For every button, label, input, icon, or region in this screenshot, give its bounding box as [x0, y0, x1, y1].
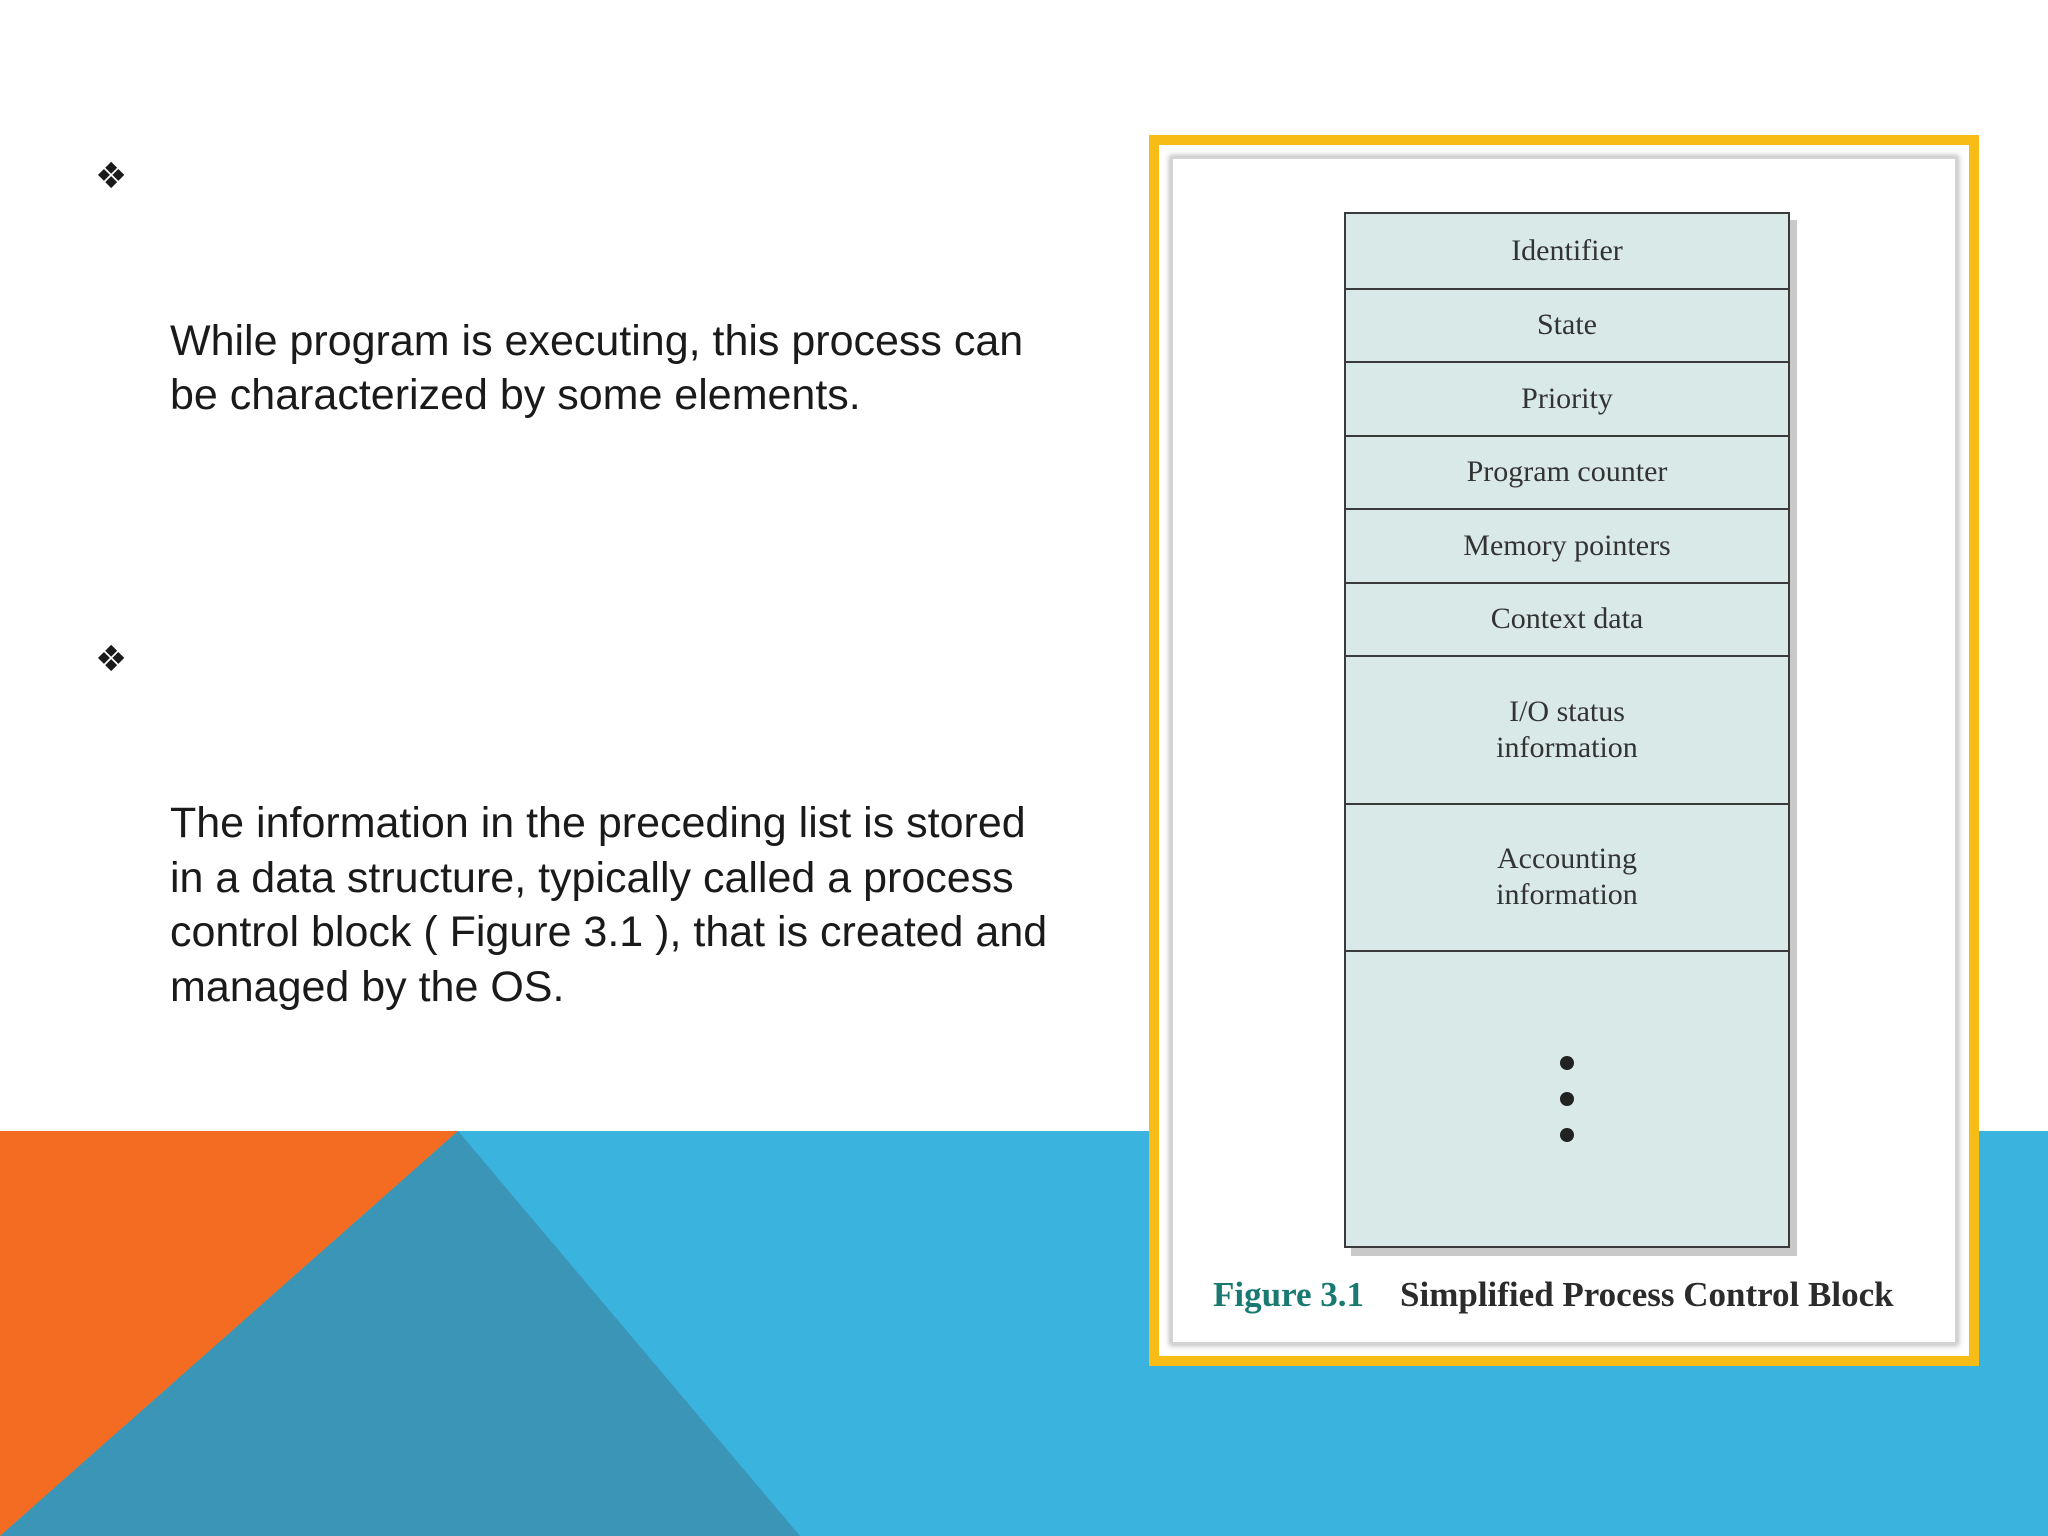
figure-panel — [1173, 159, 1955, 1342]
pcb-row-identifier: Identifier — [1511, 233, 1623, 267]
ellipsis-dot-icon — [1560, 1128, 1574, 1142]
figure-caption — [1213, 1275, 1894, 1315]
pcb-row-context-data: Context data — [1346, 582, 1788, 656]
pcb-row-priority: Priority — [1346, 361, 1788, 435]
figure-number: Figure 3.1 — [1213, 1275, 1365, 1314]
ellipsis-dot-icon — [1560, 1092, 1574, 1106]
ellipsis-dot-icon — [1560, 1056, 1574, 1070]
pcb-row-line: I/O status — [1509, 694, 1625, 728]
pcb-row-memory-pointers: Memory pointers — [1346, 508, 1788, 582]
diamond-bullet-icon: ❖ — [95, 638, 128, 680]
pcb-row-line: Accounting — [1497, 842, 1637, 876]
pcb-table — [1344, 212, 1790, 1248]
figure-frame — [1149, 135, 1979, 1366]
pcb-row-accounting — [1346, 803, 1788, 951]
pcb-row-line: information — [1496, 730, 1638, 764]
bullet-list — [95, 150, 1060, 1123]
pcb-row-ellipsis — [1346, 950, 1788, 1246]
process-control-block-diagram — [1344, 212, 1790, 1248]
pcb-row-io-status — [1346, 655, 1788, 803]
diamond-bullet-icon: ❖ — [95, 156, 128, 197]
figure-title: Simplified Process Control Block — [1400, 1275, 1894, 1314]
pcb-row-state: State — [1346, 288, 1788, 362]
pcb-row-program-counter: Program counter — [1346, 435, 1788, 509]
bullet-item — [95, 150, 1060, 532]
pcb-row-line: information — [1496, 878, 1638, 912]
bullet-text: While program is executing, this process can be characterized by some elements. — [170, 316, 1060, 419]
bullet-text: The information in the preceding list is stored in a data structure, typically called a process control block ( Figure 3.1 ), that is created and managed by the OS. — [170, 799, 1060, 1011]
bullet-item — [95, 633, 1060, 1124]
